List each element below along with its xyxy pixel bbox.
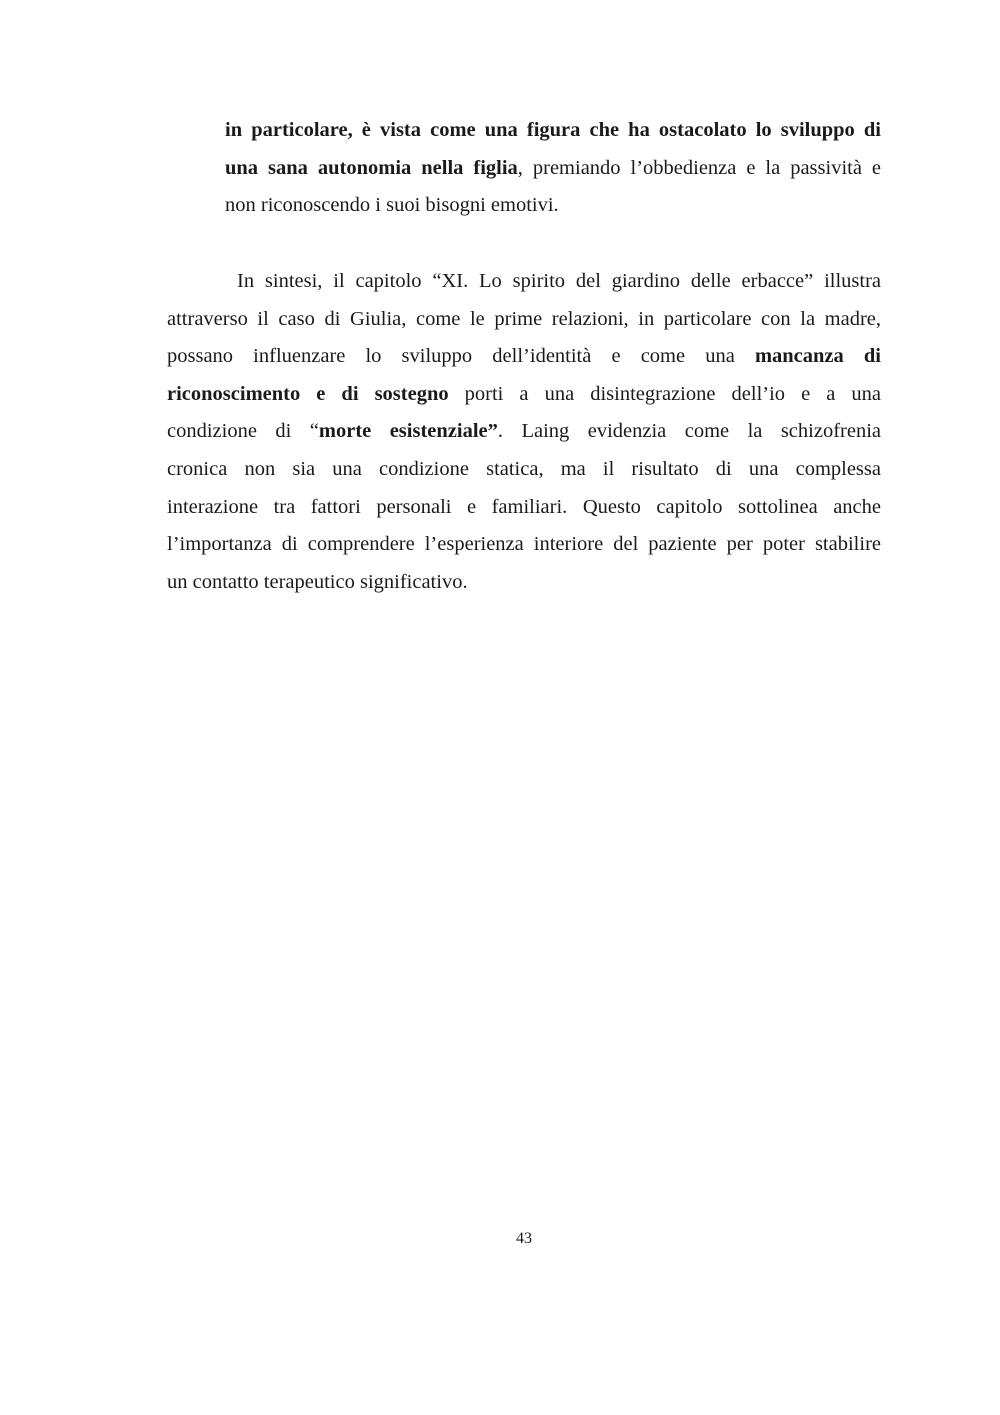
text-line [225,187,881,225]
text-run: cronica non sia una condizione statica, ma il risultato di una complessa [167,457,881,480]
text-line [167,338,881,376]
text-line [167,564,881,602]
bold-text-run: mancanza di [754,345,881,368]
text-line [167,489,881,527]
text-run: In sintesi, il capitolo “XI. Lo spirito del giardino delle erbacce” illustra [237,270,881,292]
text-run: attraverso il caso di Giulia, come le prime relazioni, in particolare con la madre, [167,307,881,330]
text-line [167,301,881,339]
text-run: possano influenzare lo sviluppo dell’identità e come una [167,345,755,368]
text-run: un contatto terapeutico significativo. [167,570,468,593]
bold-text-run: riconoscimento e di sostegno [167,382,449,405]
bold-text-run: in particolare, è vista come una figura che ha ostacolato lo sviluppo di [225,119,881,141]
text-line [225,112,881,150]
text-line [225,150,881,188]
text-line [167,526,881,564]
text-run: condizione di “ [167,420,319,443]
bold-text-run: una sana autonomia nella figlia [225,156,518,179]
indented-quote-block [225,112,881,225]
text-line [167,376,881,414]
text-run: interazione tra fattori personali e familiari. Questo capitolo sottolinea anche [167,495,881,518]
summary-paragraph [167,263,881,601]
text-run: porti a una disintegrazione dell’io e a una [448,382,881,405]
text-run: non riconoscendo i suoi bisogni emotivi. [225,194,559,217]
text-run: . Laing evidenzia come la schizofrenia [497,420,881,443]
text-run: l’importanza di comprendere l’esperienza interiore del paziente per poter stabilire [167,533,881,556]
text-line [167,263,881,301]
text-line [167,451,881,489]
page-number: 43 [516,1230,532,1247]
text-run: , premiando l’obbedienza e la passività e [517,156,881,179]
bold-text-run: morte esistenziale” [318,420,498,443]
text-line [167,413,881,451]
